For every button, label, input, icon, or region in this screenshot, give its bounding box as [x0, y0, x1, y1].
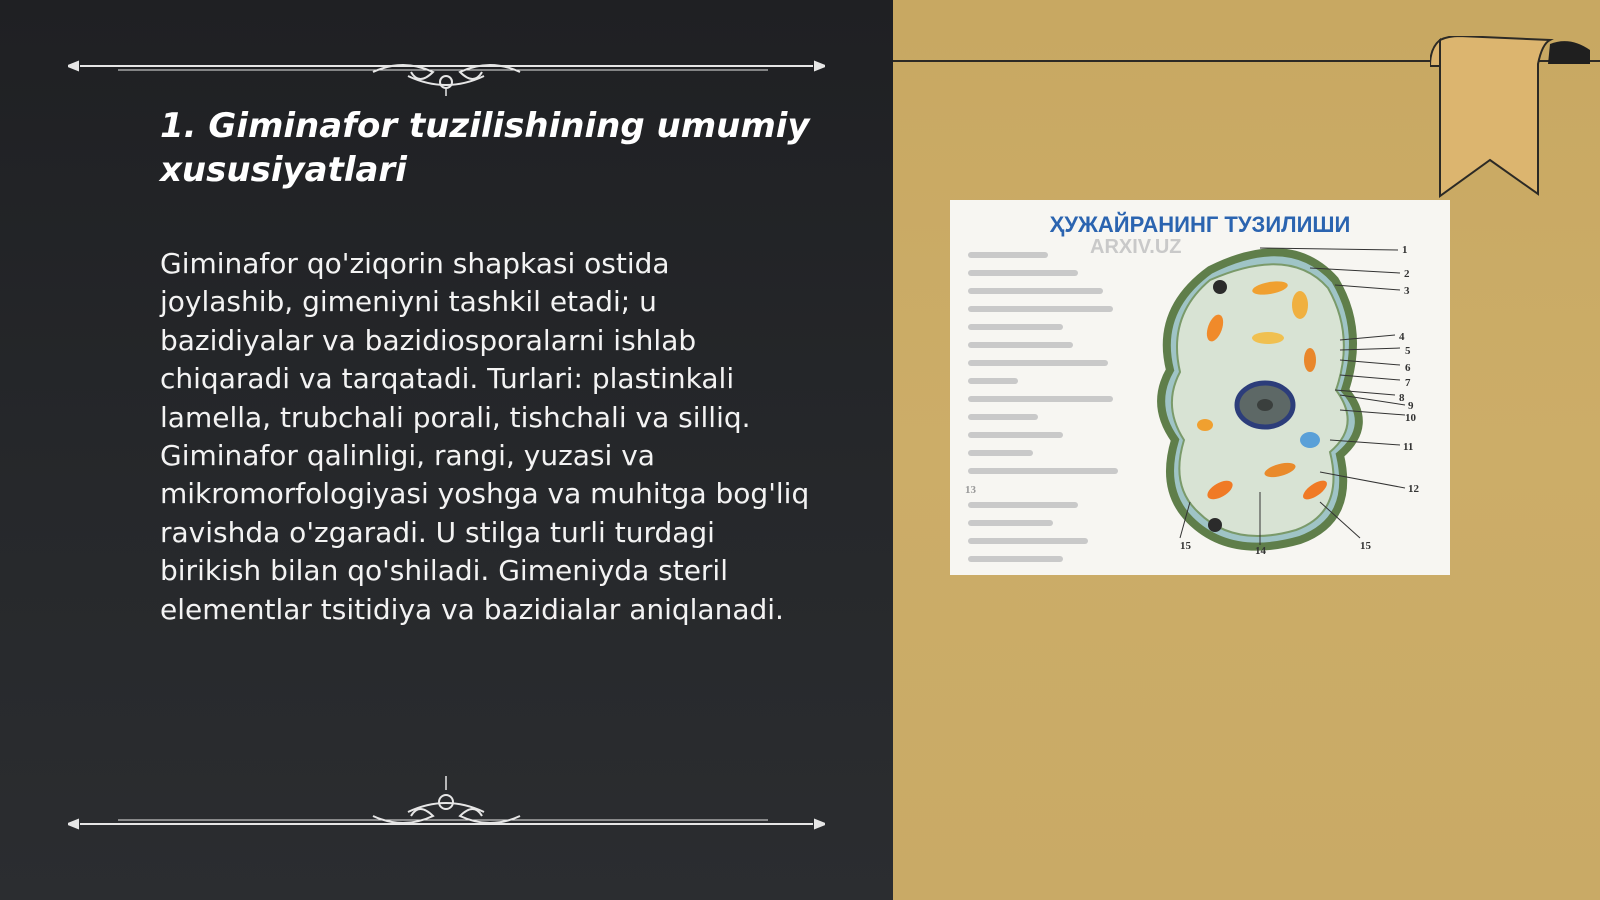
figure-legend-line: [968, 306, 1113, 312]
figure-number-label: 7: [1405, 377, 1411, 389]
figure-number-label: 9: [1408, 400, 1414, 412]
figure-number-label: 12: [1408, 483, 1419, 495]
figure-number-label: 10: [1405, 412, 1416, 424]
figure-number-label: 15: [1360, 540, 1371, 552]
figure-legend-line: [968, 378, 1018, 384]
figure-legend-line: [968, 450, 1033, 456]
bottom-ornament-divider: [68, 776, 825, 836]
figure-number-label: 3: [1404, 285, 1410, 297]
figure-legend-line: [968, 556, 1063, 562]
figure-number-label: 6: [1405, 362, 1411, 374]
figure-legend-line: [968, 538, 1088, 544]
figure-number-label: 14: [1255, 545, 1266, 557]
figure-title: ҲУЖАЙРАНИНГ ТУЗИЛИШИ: [1049, 212, 1351, 237]
figure-number-label: 13: [965, 484, 976, 496]
figure-number-label: 11: [1403, 441, 1414, 453]
top-ornament-divider: [68, 36, 825, 96]
figure-legend-line: [968, 502, 1078, 508]
figure-number-label: 2: [1404, 268, 1410, 280]
figure-legend-line: [968, 270, 1078, 276]
figure-number-label: 5: [1405, 345, 1411, 357]
figure-legend-line: [968, 468, 1118, 474]
figure-legend-line: [968, 520, 1053, 526]
slide-body-text: Giminafor qo'ziqorin shapkasi ostida joylashib, gimeniyni tashkil etadi; u bazidiyalar va bazidiosporalarni ishlab chiqaradi va tarqatadi. Turlari: plastinkali lamella, trubchali porali, tishchali va silliq. Giminafor qalinligi, rangi, yuzasi va mikromorfologiyasi yoshga va muhitga bog'liq ravishda o'zgaradi. U stilga turli turdagi birikish bilan qo'shiladi. Gimeniyda steril elementlar tsitidiya va bazidialar aniqlanadi.: [160, 247, 810, 626]
figure-legend-line: [968, 396, 1113, 402]
figure-legend-line: [968, 432, 1063, 438]
figure-number-label: 4: [1399, 331, 1405, 343]
figure-number-label: 8: [1399, 392, 1405, 404]
figure-number-label: 15: [1180, 540, 1191, 552]
figure-legend-line: [968, 360, 1108, 366]
figure-watermark: ARXIV.UZ: [1090, 236, 1182, 258]
figure-legend-line: [968, 324, 1063, 330]
figure-legend-line: [968, 252, 1048, 258]
cell-structure-figure: [950, 200, 1450, 575]
figure-legend-line: [968, 414, 1038, 420]
slide-title: 1. Giminafor tuzilishining umumiy xususiyatlari: [160, 106, 810, 190]
figure-number-label: 1: [1402, 244, 1408, 256]
bookmark-ribbon-decoration: [1430, 36, 1590, 200]
figure-legend-line: [968, 288, 1103, 294]
figure-legend-line: [968, 342, 1073, 348]
